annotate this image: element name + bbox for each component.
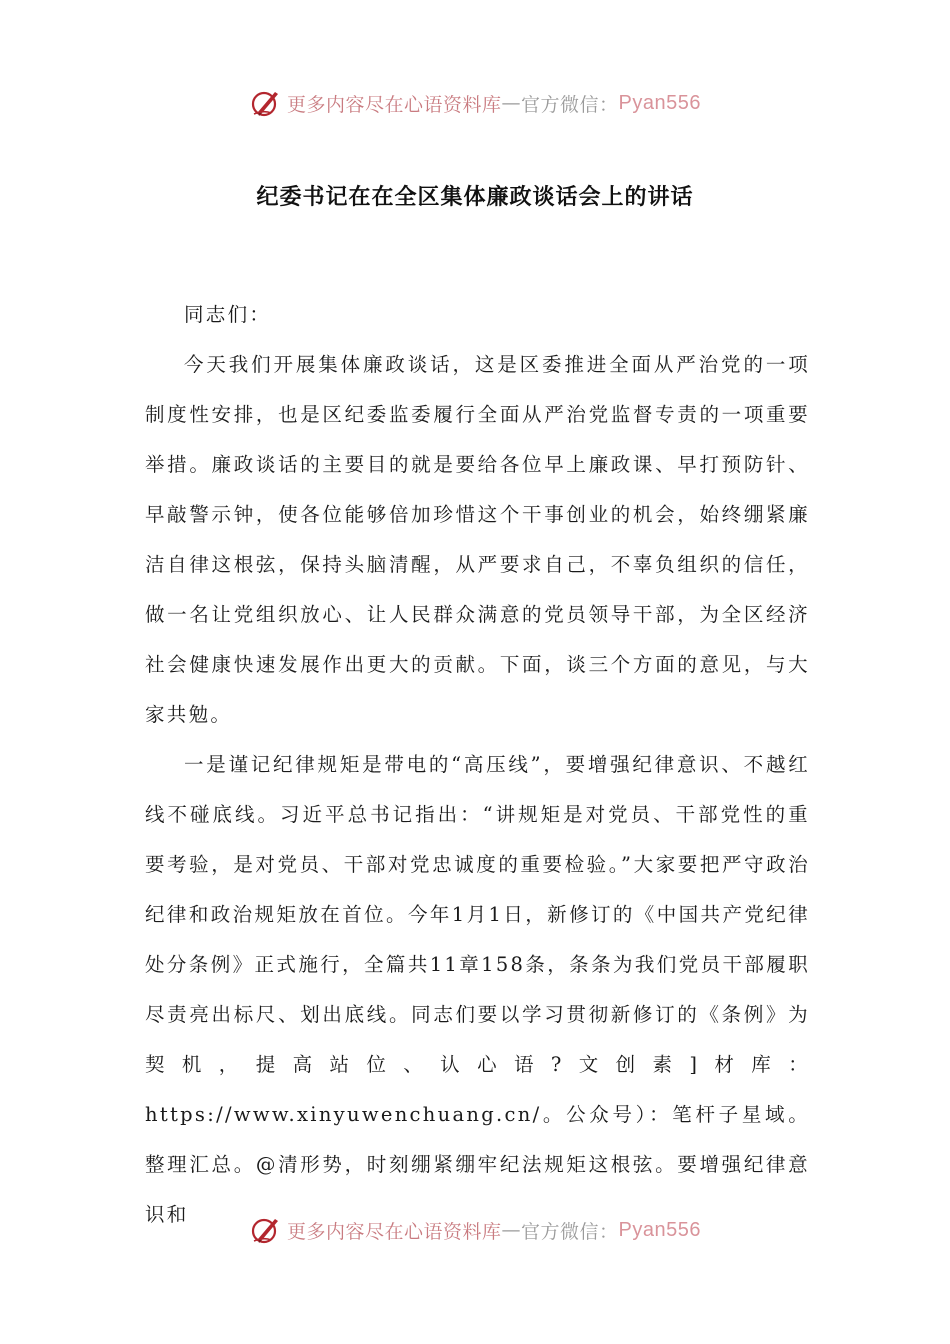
banner-main-text: 更多内容尽在心语资料库 — [287, 93, 502, 116]
banner-dash: — — [501, 92, 522, 114]
header-watermark-banner — [0, 83, 950, 123]
quill-pen-circle-logo — [249, 86, 283, 120]
banner-main-text: 更多内容尽在心语资料库 — [287, 1220, 502, 1243]
quill-pen-circle-logo — [249, 1213, 283, 1247]
document-body — [145, 290, 810, 1240]
banner-dash: — — [501, 1219, 522, 1241]
banner-wechat-label: 官方微信： — [521, 93, 619, 116]
banner-wechat-label: 官方微信： — [521, 1220, 619, 1243]
banner-wechat-id: Pyan556 — [618, 91, 701, 114]
document-title: 纪委书记在在全区集体廉政谈话会上的讲话 — [256, 185, 694, 210]
footer-watermark-banner — [0, 1210, 950, 1250]
paragraph-point-one: 一是谨记纪律规矩是带电的“高压线”，要增强纪律意识、不越红线不碰底线。习近平总书记指出：“讲规矩是对党员、干部党性的重要考验，是对党员、干部对党忠诚度的重要检验。”大家要把严守政治纪律和政治规矩放在首位。今年1月1日，新修订的《中国共产党纪律处分条例》正式施行，全篇共11章158条，条条为我们党员干部履职尽责亮出标尺、划出底线。同志们要以学习贯彻新修订的《条例》为契机，提高站位、认心语?文创素]材库：https://www.xinyuwenchuang.cn/。公众号）：笔杆子星域。整理汇总。@清形势，时刻绷紧绷牢纪法规矩这根弦。要增强纪律意识和 — [145, 753, 810, 1226]
salutation: 同志们： — [184, 303, 272, 326]
banner-wechat-id: Pyan556 — [618, 1218, 701, 1241]
paragraph-intro: 今天我们开展集体廉政谈话，这是区委推进全面从严治党的一项制度性安排，也是区纪委监委履行全面从严治党监督专责的一项重要举措。廉政谈话的主要目的就是要给各位早上廉政课、早打预防针、早敲警示钟，使各位能够倍加珍惜这个干事创业的机会，始终绷紧廉洁自律这根弦，保持头脑清醒，从严要求自己，不辜负组织的信任，做一名让党组织放心、让人民群众满意的党员领导干部，为全区经济社会健康快速发展作出更大的贡献。下面，谈三个方面的意见，与大家共勉。 — [145, 353, 810, 726]
